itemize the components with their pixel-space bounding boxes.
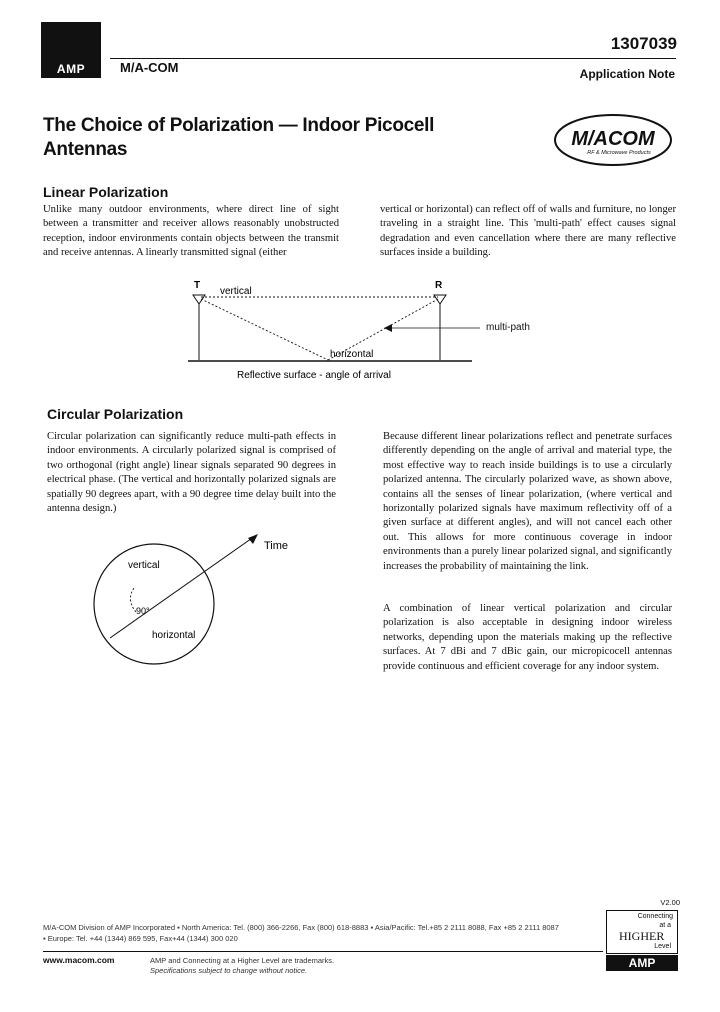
circular-para-right-2: A combination of linear vertical polarization and circular polarization is also acceptable in designing indoor wireless networks, depending upon the materials making up the reflective surfaces. At 7 dBi and 7 dBic gain, our micropicocell antennas provide continuous and efficient coverage for any indoor system. <box>383 603 672 672</box>
header-rule <box>110 58 676 59</box>
circular-para-left: Circular polarization can significantly reduce multi-path effects in indoor environments. A circularly polarized signal is comprised of two orthogonal (right angle) linear signals separated 90 degrees in electrical phase. (The vertical and horizontally polarized signals are spatially 90 degrees apart, with a 90 degree time delay built into the antenna design.) <box>47 431 336 515</box>
company-name: M/A-COM <box>120 60 179 75</box>
footer-contact-line-2: ▪ Europe: Tel. +44 (1344) 869 595, Fax+44 (1344) 300 020 <box>43 934 238 943</box>
footer-amp-text: AMP <box>628 956 656 970</box>
linear-para-left: Unlike many outdoor environments, where direct line of sight between a transmitter and receiver allows reasonably unobstructed reception, indoor environments contain objects between the transmit and receive antennas. A linearly transmitted signal (either <box>43 204 339 259</box>
vertical-label-2: vertical <box>128 560 160 571</box>
amp-logo-text: AMP <box>56 62 86 76</box>
badge-at-a: at a <box>659 922 671 929</box>
logo-main-text: M/ACOM <box>571 128 655 150</box>
higher-level-badge <box>606 910 678 954</box>
footer-rule <box>43 951 603 952</box>
macom-logo <box>553 113 673 167</box>
section-heading-linear: Linear Polarization <box>43 184 169 200</box>
horizontal-label-2: horizontal <box>152 630 196 641</box>
multipath-diagram <box>180 278 480 384</box>
horizontal-label: horizontal <box>330 349 374 360</box>
reflective-surface-caption: Reflective surface - angle of arrival <box>237 370 391 381</box>
footer-contact-line-1: M/A-COM Division of AMP Incorporated ▪ North America: Tel. (800) 366-2266, Fax (800) 618-8883 ▪ Asia/Pacific: Tel.+85 2 2111 8088, Fax +85 2 2111 8087 <box>43 923 559 932</box>
circular-para-right-1: Because different linear polarizations reflect and penetrate surfaces differently depending on the angle of arrival and material type, the most effective way to reach inside buildings is to use a circularly polarized antenna. The circularly polarized wave, as shown above, contains all the senses of linear polarization, (where vertical and horizontally polarized signals have maximum reflectivity off of a given surface at different angles), and will not cancel each other out. This allows for more continuous coverage in indoor environments than a purely linear polarized signal, and significantly increases the probability of maintaining the link. <box>383 431 672 572</box>
document-type: Application Note <box>579 67 675 81</box>
receiver-label: R <box>435 280 443 291</box>
vertical-label: vertical <box>220 286 252 297</box>
transmitter-label: T <box>194 280 201 291</box>
document-number: 1307039 <box>610 34 677 53</box>
spec-note: Specifications subject to change without notice. <box>150 966 308 975</box>
badge-level: Level <box>654 943 671 950</box>
website-link[interactable]: www.macom.com <box>43 955 115 965</box>
receiver-icon <box>434 295 446 304</box>
transmitter-icon <box>193 295 205 304</box>
trademark-note: AMP and Connecting at a Higher Level are trademarks. <box>150 956 335 965</box>
badge-higher: HIGHER <box>619 929 665 943</box>
section-heading-circular: Circular Polarization <box>47 406 184 422</box>
page-title: The Choice of Polarization — Indoor Picocell Antennas <box>43 115 435 160</box>
circular-polarization-diagram <box>90 530 330 680</box>
logo-sub-text: RF & Microwave Products <box>587 150 651 156</box>
multipath-label: multi-path <box>486 322 530 333</box>
angle-label: 90° <box>136 606 150 616</box>
badge-connecting: Connecting <box>637 913 673 920</box>
linear-para-right: vertical or horizontal) can reflect off of walls and furniture, no longer traveling in a straight line. This 'multi-path' effect causes signal degradation and even cancellation where there are many reflective surfaces inside a building. <box>380 204 676 259</box>
time-label: Time <box>264 540 289 552</box>
version-label: V2.00 <box>660 898 680 907</box>
